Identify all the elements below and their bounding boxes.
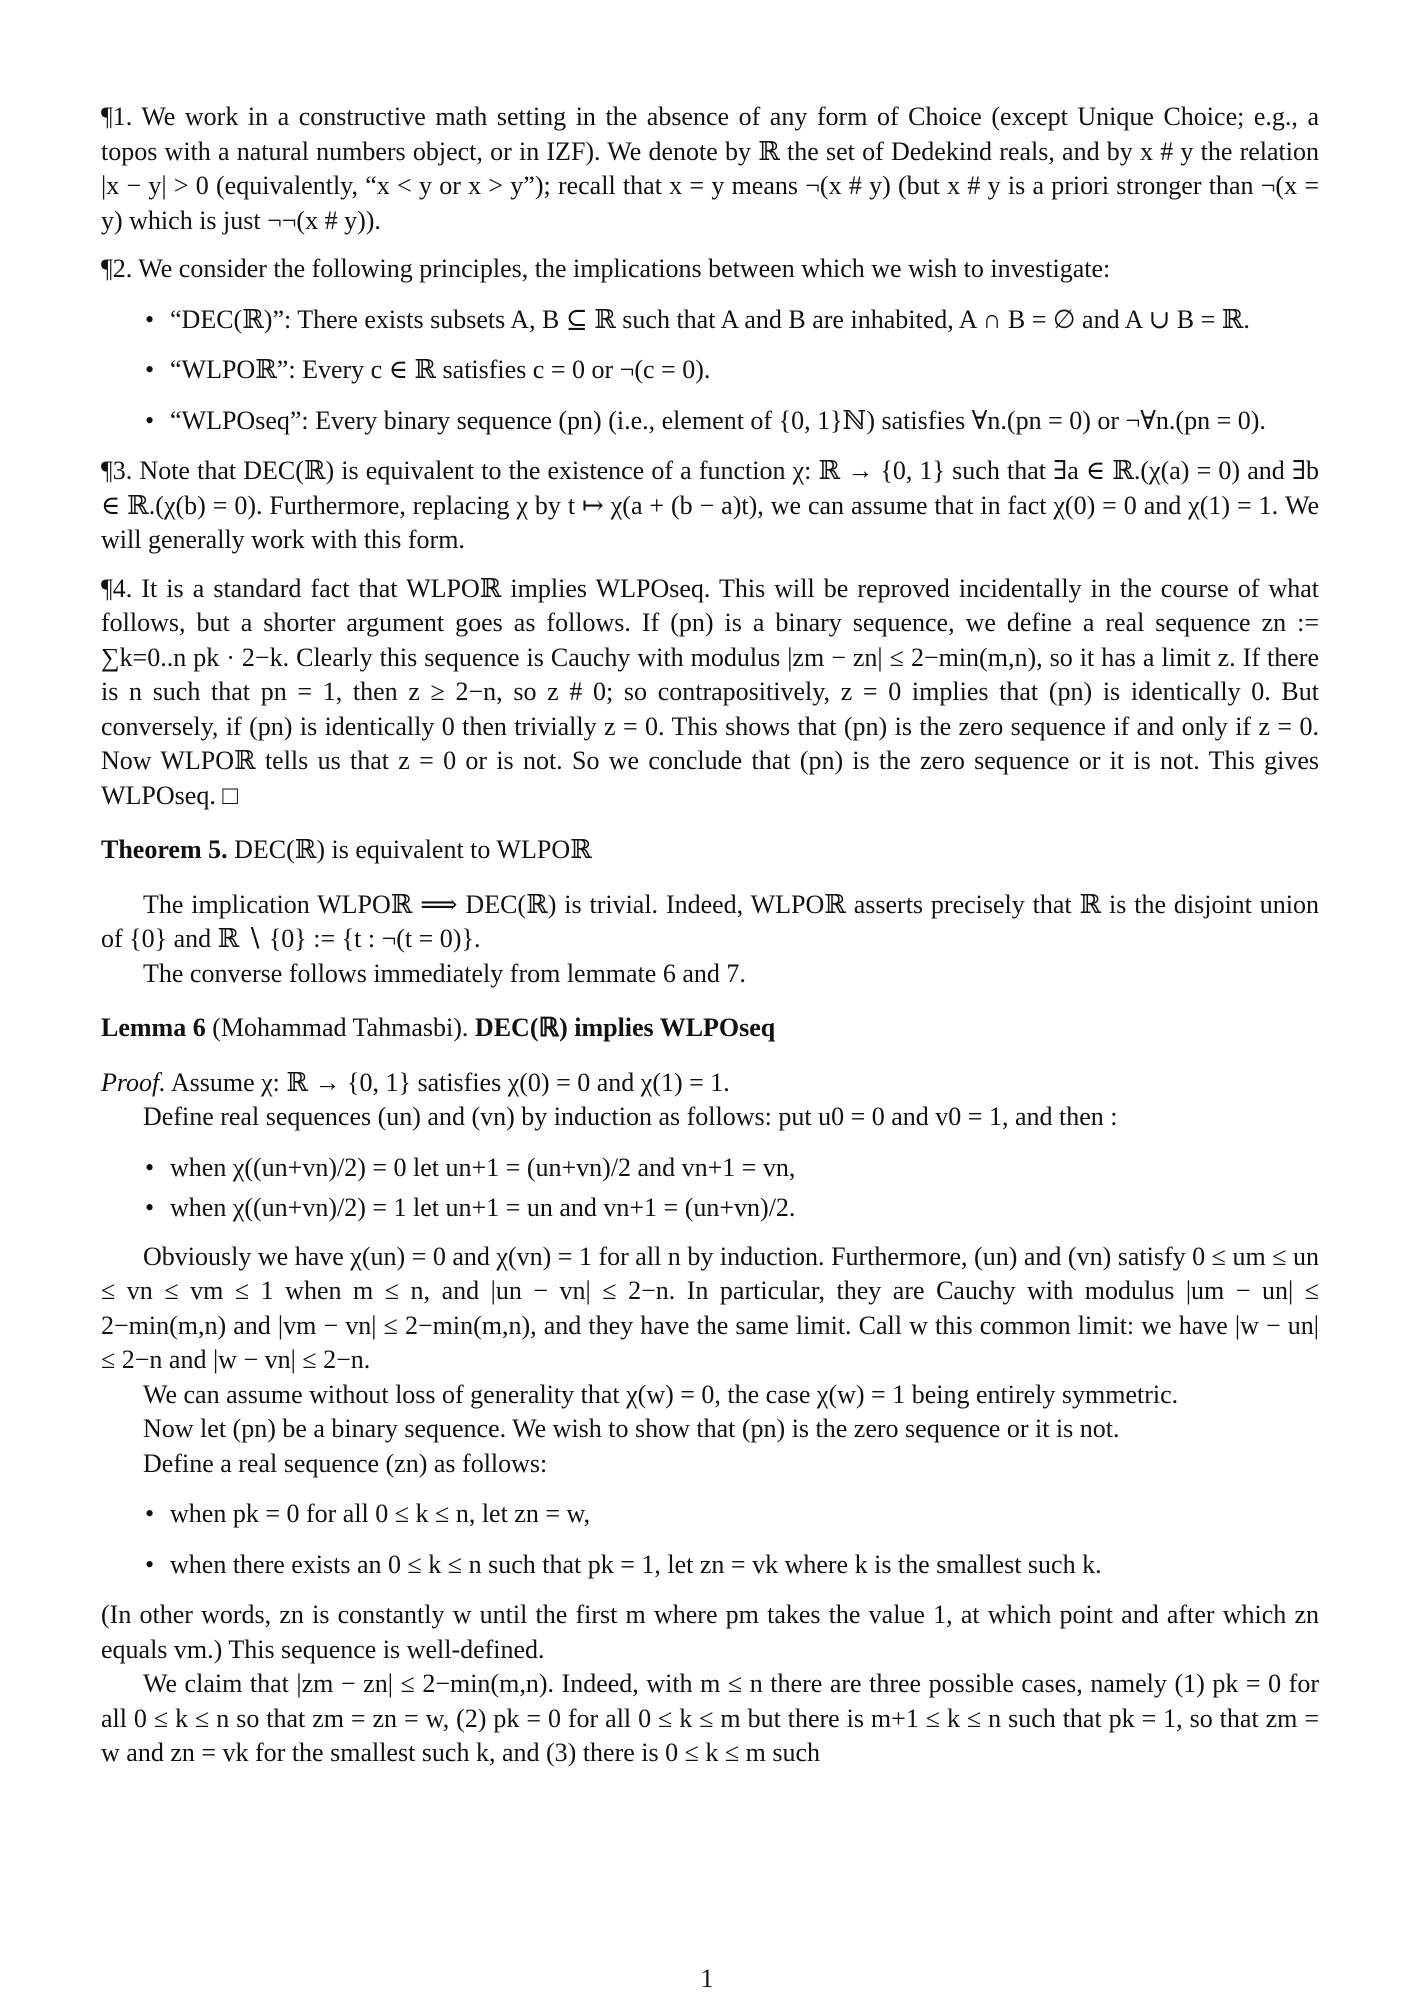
principle-dec: • “DEC(ℝ)”: There exists subsets A, B ⊆ ℝ such that A and B are inhabited, A ∩ B = ∅ and A ∪ B = ℝ. xyxy=(101,303,1319,338)
induction-case-1: • when χ((un+vn)/2) = 1 let un+1 = un and vn+1 = (un+vn)/2. xyxy=(101,1191,1319,1226)
principles-list xyxy=(101,303,1319,439)
lemma-6-proof-line-3: Obviously we have χ(un) = 0 and χ(vn) = 1 for all n by induction. Furthermore, (un) and (vn) satisfy 0 ≤ um ≤ un ≤ vn ≤ vm ≤ 1 when m ≤ n, and |un − vn| ≤ 2−n. In particular, they are Cauchy with modulus |um − un| ≤ 2−min(m,n) and |vm − vn| ≤ 2−min(m,n), and they have the same limit. Call w this common limit: we have |w − un| ≤ 2−n and |w − vn| ≤ 2−n. xyxy=(101,1241,1319,1374)
lemma-6-attribution: (Mohammad Tahmasbi). xyxy=(212,1013,469,1042)
lemma-6-proof-line-5: Now let (pn) be a binary sequence. We wish to show that (pn) is the zero sequence or it is not. xyxy=(143,1414,1120,1443)
paragraph-2: ¶2. We consider the following principles, the implications between which we wish to investigate: xyxy=(101,254,1111,283)
lemma-6-label: Lemma 6 xyxy=(101,1013,206,1042)
theorem-5-statement: DEC(ℝ) is equivalent to WLPOℝ xyxy=(234,835,592,864)
lemma-6-proof-line-1 xyxy=(101,1066,1319,1101)
z-case-1: • when there exists an 0 ≤ k ≤ n such that pk = 1, let zn = vk where k is the smallest such k. xyxy=(101,1548,1319,1583)
proof-assumption: Assume χ: ℝ → {0, 1} satisfies χ(0) = 0 and χ(1) = 1. xyxy=(170,1067,730,1097)
principle-wlpo-seq: • “WLPOseq”: Every binary sequence (pn) (i.e., element of {0, 1}ℕ) satisfies ∀n.(pn = 0) or ¬∀n.(pn = 0). xyxy=(101,404,1319,439)
induction-cases xyxy=(101,1151,1319,1226)
proof-label: Proof. xyxy=(101,1067,166,1097)
lemma-6-statement: DEC(ℝ) implies WLPOseq xyxy=(474,1013,776,1042)
page-body xyxy=(101,100,1319,1771)
lemma-6-proof-line-7: (In other words, zn is constantly w until the first m where pm takes the value 1, at which point and after which zn equals vm.) This sequence is well-defined. xyxy=(101,1600,1319,1664)
theorem-5-proof-1: The implication WLPOℝ ⟹ DEC(ℝ) is trivial. Indeed, WLPOℝ asserts precisely that ℝ is the disjoint union of {0} and ℝ ∖ {0} := {t : ¬(t = 0)}. xyxy=(101,889,1319,953)
paragraph-3: ¶3. Note that DEC(ℝ) is equivalent to the existence of a function χ: ℝ → {0, 1} such that ∃a ∈ ℝ.(χ(a) = 0) and ∃b ∈ ℝ.(χ(b) = 0). Furthermore, replacing χ by t ↦ χ(a + (b − a)t), we can assume that in fact χ(0) = 0 and χ(1) = 1. We will generally work with this form. xyxy=(101,456,1319,554)
lemma-6-proof-line-8: We claim that |zm − zn| ≤ 2−min(m,n). Indeed, with m ≤ n there are three possible cases, namely (1) pk = 0 for all 0 ≤ k ≤ n so that zm = zn = w, (2) pk = 0 for all 0 ≤ k ≤ m but there is m+1 ≤ k ≤ n such that pk = 1, so that zm = w and zn = vk for the smallest such k, and (3) there is 0 ≤ k ≤ m such xyxy=(101,1669,1319,1767)
theorem-5-proof-2: The converse follows immediately from lemmate 6 and 7. xyxy=(143,958,746,988)
principle-wlpo-r: • “WLPOℝ”: Every c ∈ ℝ satisfies c = 0 or ¬(c = 0). xyxy=(101,353,1319,388)
theorem-5 xyxy=(101,833,1319,868)
z-sequence-cases xyxy=(101,1497,1319,1582)
paragraph-1: ¶1. We work in a constructive math setting in the absence of any form of Choice (except Unique Choice; e.g., a topos with a natural numbers object, or in IZF). We denote by ℝ the set of Dedekind reals, and by x # y the relation |x − y| > 0 (equivalently, “x < y or x > y”); recall that x = y means ¬(x # y) (but x # y is a priori stronger than ¬(x = y) which is just ¬¬(x # y)). xyxy=(101,102,1319,235)
paragraph-4: ¶4. It is a standard fact that WLPOℝ implies WLPOseq. This will be reproved incidentally in the course of what follows, but a shorter argument goes as follows. If (pn) is a binary sequence, we define a real sequence zn := ∑k=0..n pk · 2−k. Clearly this sequence is Cauchy with modulus |zm − zn| ≤ 2−min(m,n), so it has a limit z. If there is n such that pn = 1, then z ≥ 2−n, so z # 0; so contrapositively, z = 0 implies that (pn) is identically 0. But conversely, if (pn) is identically 0 then trivially z = 0. This shows that (pn) is the zero sequence if and only if z = 0. Now WLPOℝ tells us that z = 0 or is not. So we conclude that (pn) is the zero sequence or it is not. This gives WLPOseq. □ xyxy=(101,573,1319,810)
page-number: 1 xyxy=(700,1964,714,1993)
z-case-0: • when pk = 0 for all 0 ≤ k ≤ n, let zn = w, xyxy=(101,1497,1319,1532)
theorem-5-label: Theorem 5. xyxy=(101,835,228,864)
lemma-6-proof-line-6: Define a real sequence (zn) as follows: xyxy=(143,1448,548,1478)
lemma-6-proof-line-4: We can assume without loss of generality that χ(w) = 0, the case χ(w) = 1 being entirely symmetric. xyxy=(143,1379,1179,1409)
lemma-6-proof-line-2: Define real sequences (un) and (vn) by induction as follows: put u0 = 0 and v0 = 1, and then : xyxy=(143,1102,1118,1131)
lemma-6 xyxy=(101,1011,1319,1046)
induction-case-0: • when χ((un+vn)/2) = 0 let un+1 = (un+vn)/2 and vn+1 = vn, xyxy=(101,1151,1319,1186)
